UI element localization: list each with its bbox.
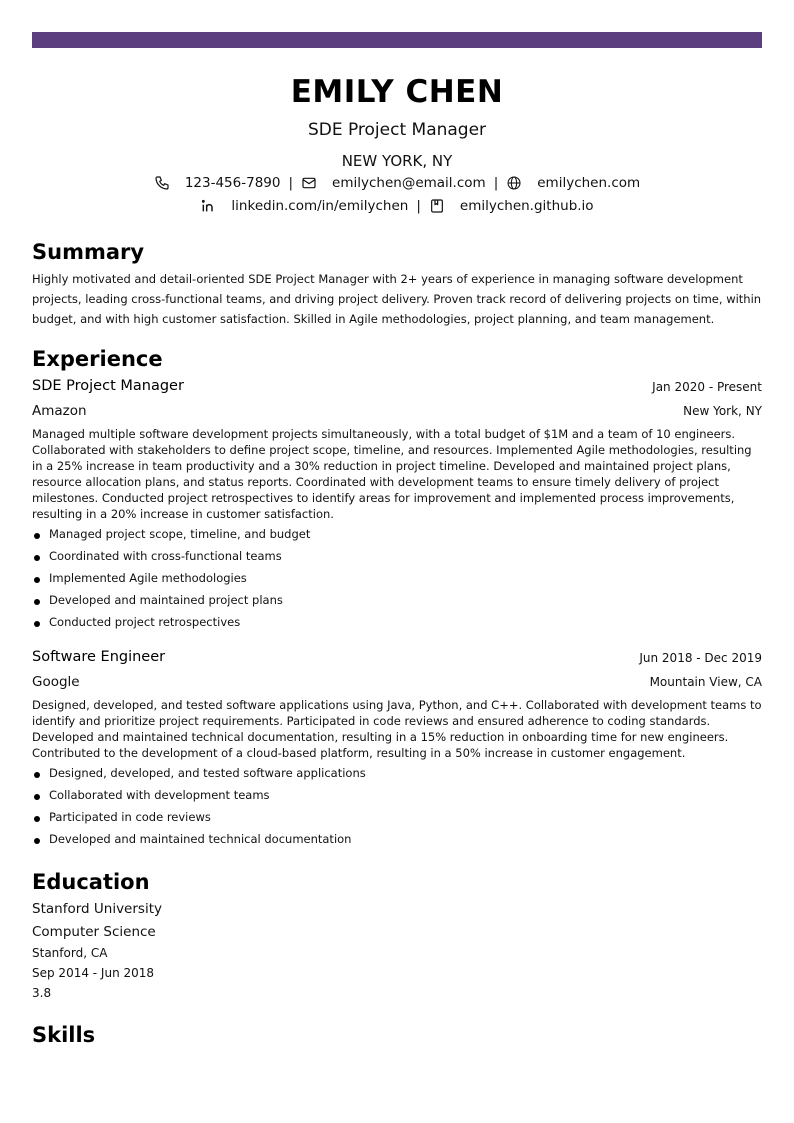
bullet-text: Developed and maintained project plans: [49, 593, 283, 607]
linkedin-link[interactable]: linkedin.com/in/emilychen: [231, 198, 409, 214]
bullet-text: Managed project scope, timeline, and budget: [49, 527, 311, 541]
github-link[interactable]: emilychen.github.io: [459, 198, 594, 214]
accent-bar: [32, 32, 762, 48]
education-dates: Sep 2014 - Jun 2018: [32, 966, 155, 980]
skills-heading: Skills: [32, 1023, 96, 1047]
list-item: [32, 832, 762, 854]
bullet-text: Participated in code reviews: [49, 810, 211, 824]
list-item: [32, 766, 762, 788]
education-heading: Education: [32, 870, 150, 894]
job-bullet-list: [32, 766, 762, 854]
list-item: [32, 615, 762, 637]
list-item: [32, 549, 762, 571]
candidate-location: NEW YORK, NY: [341, 152, 453, 170]
gpa: 3.8: [32, 986, 52, 1000]
company-name: Amazon: [32, 403, 87, 419]
bullet-dot: [34, 599, 40, 605]
candidate-name: EMILY CHEN: [290, 74, 504, 110]
bullet-dot: [34, 577, 40, 583]
bullet-dot: [34, 555, 40, 561]
experience-heading: Experience: [32, 347, 163, 371]
bullet-dot: [34, 533, 40, 539]
bullet-text: Implemented Agile methodologies: [49, 571, 247, 585]
list-item: [32, 810, 762, 832]
portfolio-icon: [429, 198, 445, 214]
bullet-text: Designed, developed, and tested software applications: [49, 766, 366, 780]
school-location: Stanford, CA: [32, 946, 108, 960]
phone-icon: [154, 175, 170, 191]
separator: |: [493, 175, 499, 191]
summary-text: Highly motivated and detail-oriented SDE Project Manager with 2+ years of experience in managing software development projects, leading cross-functional teams, and driving project delivery. Proven track record of delivering projects on time, within budget, and with high customer satisfaction. Skilled in Agile methodologies, project planning, and team management.: [32, 272, 762, 326]
globe-icon: [506, 175, 522, 191]
bullet-dot: [34, 838, 40, 844]
email-link[interactable]: emilychen@email.com: [332, 175, 486, 191]
job-description: Managed multiple software development projects simultaneously, with a total budget of $1M and a team of 10 engineers. Collaborated with stakeholders to define project scope, timeline, and resources. Implemented Agile methodologies, resulting in a 25% increase in team productivity and a 30% reduction in project timeline. Developed and maintained project plans, resource allocation plans, and status reports. Coordinated with development teams to ensure timely delivery of project milestones. Conducted project retrospectives to identify areas for improvement and implemented process improvements, resulting in a 20% increase in customer satisfaction.: [32, 427, 752, 521]
company-name: Google: [32, 674, 80, 690]
summary-heading: Summary: [32, 240, 145, 264]
job-dates: Jun 2018 - Dec 2019: [639, 651, 762, 665]
list-item: [32, 593, 762, 615]
list-item: [32, 527, 762, 549]
contact-row-primary: [0, 173, 794, 193]
list-item: [32, 788, 762, 810]
website-link[interactable]: emilychen.com: [537, 175, 641, 191]
list-item: [32, 571, 762, 593]
job-bullet-list: [32, 527, 762, 637]
phone-number[interactable]: 123-456-7890: [184, 175, 281, 191]
candidate-title: SDE Project Manager: [307, 120, 487, 140]
degree-name: Computer Science: [32, 924, 156, 940]
bullet-dot: [34, 794, 40, 800]
job-title: SDE Project Manager: [32, 378, 184, 394]
bullet-text: Coordinated with cross-functional teams: [49, 549, 282, 563]
bullet-dot: [34, 816, 40, 822]
job-location: Mountain View, CA: [649, 675, 762, 689]
separator: |: [288, 175, 294, 191]
bullet-text: Conducted project retrospectives: [49, 615, 241, 629]
bullet-dot: [34, 621, 40, 627]
contact-row-secondary: [0, 196, 794, 216]
bullet-dot: [34, 772, 40, 778]
bullet-text: Developed and maintained technical documentation: [49, 832, 352, 846]
email-icon: [301, 175, 317, 191]
job-description: Designed, developed, and tested software applications using Java, Python, and C++. Collaborated with development teams to identify and prioritize project requirements. Participated in code reviews and ensured adherence to coding standards. Developed and maintained technical documentation, resulting in a 15% reduction in onboarding time for new engineers. Contributed to the development of a cloud-based platform, resulting in a 50% increase in customer engagement.: [32, 698, 762, 760]
bullet-text: Collaborated with development teams: [49, 788, 270, 802]
job-location: New York, NY: [683, 404, 762, 418]
linkedin-icon: [200, 198, 216, 214]
school-name: Stanford University: [32, 901, 162, 917]
job-dates: Jan 2020 - Present: [652, 380, 762, 394]
separator: |: [416, 198, 421, 214]
job-title: Software Engineer: [32, 649, 166, 665]
